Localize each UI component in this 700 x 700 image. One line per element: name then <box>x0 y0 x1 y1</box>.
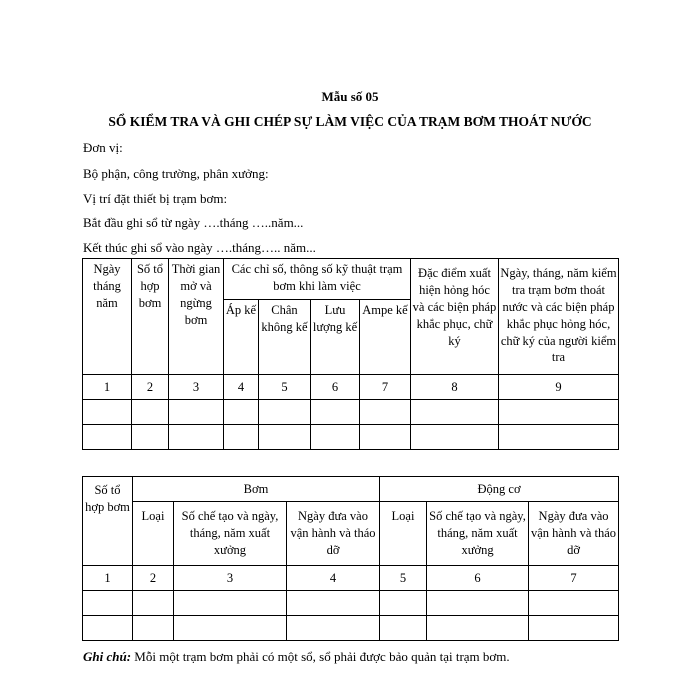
header-pump-number: Số tổ hợp bơm <box>83 477 133 566</box>
info-department: Bộ phận, công trường, phân xưởng: <box>83 166 269 181</box>
column-number: 4 <box>287 566 380 591</box>
header-pump-number: Số tổ hợp bơm <box>132 259 169 375</box>
header-technical-indicators: Các chỉ số, thông số kỹ thuật trạm bơm khi làm việc <box>224 259 411 300</box>
table-cell[interactable] <box>499 425 619 450</box>
table-cell[interactable] <box>83 591 133 616</box>
table-cell[interactable] <box>427 616 529 641</box>
header-inspection: Ngày, tháng, năm kiểm tra trạm bơm thoát nước và các biện pháp khắc phục hỏng hóc, chữ ký của người kiểm tra <box>499 259 619 375</box>
table-cell[interactable] <box>287 616 380 641</box>
column-number: 5 <box>259 375 311 400</box>
header-pump-operation-date: Ngày đưa vào vận hành và tháo dỡ <box>287 502 380 566</box>
table-cell[interactable] <box>174 616 287 641</box>
info-unit: Đơn vị: <box>83 140 123 155</box>
column-number: 3 <box>169 375 224 400</box>
info-location: Vị trí đặt thiết bị trạm bơm: <box>83 191 228 206</box>
table-cell[interactable] <box>83 425 132 450</box>
header-on-off-time: Thời gian mở và ngừng bơm <box>169 259 224 375</box>
table-cell[interactable] <box>360 400 411 425</box>
table-cell[interactable] <box>83 400 132 425</box>
table-cell[interactable] <box>427 591 529 616</box>
table-row <box>83 591 619 616</box>
column-number: 7 <box>529 566 619 591</box>
table-cell[interactable] <box>259 400 311 425</box>
header-motor: Động cơ <box>380 477 619 502</box>
column-number: 8 <box>411 375 499 400</box>
form-number: Mẫu số 05 <box>321 89 379 104</box>
table-cell[interactable] <box>380 616 427 641</box>
header-motor-operation-date: Ngày đưa vào vận hành và tháo dỡ <box>529 502 619 566</box>
column-number: 1 <box>83 375 132 400</box>
info-end-date: Kết thúc ghi sổ vào ngày ….tháng….. năm... <box>83 240 316 255</box>
table-cell[interactable] <box>411 400 499 425</box>
table-cell[interactable] <box>529 616 619 641</box>
table-cell[interactable] <box>529 591 619 616</box>
table-cell[interactable] <box>83 616 133 641</box>
column-number: 3 <box>174 566 287 591</box>
table-row <box>83 400 619 425</box>
pump-equipment-table <box>82 476 619 641</box>
table-cell[interactable] <box>287 591 380 616</box>
table-cell[interactable] <box>311 400 360 425</box>
table-cell[interactable] <box>499 400 619 425</box>
header-pump-type: Loại <box>133 502 174 566</box>
footnote-text: Mỗi một trạm bơm phải có một sổ, sổ phải được bảo quản tại trạm bơm. <box>131 649 510 664</box>
table-cell[interactable] <box>174 591 287 616</box>
column-number: 2 <box>132 375 169 400</box>
table-cell[interactable] <box>133 616 174 641</box>
table-cell[interactable] <box>411 425 499 450</box>
header-flow-meter: Lưu lượng kế <box>311 300 360 375</box>
table-cell[interactable] <box>224 425 259 450</box>
info-start-date: Bắt đầu ghi sổ từ ngày ….tháng …..năm... <box>83 215 304 230</box>
table-cell[interactable] <box>133 591 174 616</box>
table-cell[interactable] <box>132 425 169 450</box>
table-cell[interactable] <box>169 425 224 450</box>
header-pressure-gauge: Áp kế <box>224 300 259 375</box>
table-cell[interactable] <box>259 425 311 450</box>
table-cell[interactable] <box>169 400 224 425</box>
footnote <box>83 649 510 665</box>
header-pump-serial: Số chế tạo và ngày, tháng, năm xuất xưởng <box>174 502 287 566</box>
column-number: 5 <box>380 566 427 591</box>
table-cell[interactable] <box>380 591 427 616</box>
column-number: 7 <box>360 375 411 400</box>
table-cell[interactable] <box>132 400 169 425</box>
document-title: SỔ KIỂM TRA VÀ GHI CHÉP SỰ LÀM VIỆC CỦA TRẠM BƠM THOÁT NƯỚC <box>108 114 592 129</box>
header-pump: Bơm <box>133 477 380 502</box>
table-cell[interactable] <box>224 400 259 425</box>
column-number: 1 <box>83 566 133 591</box>
column-number: 6 <box>311 375 360 400</box>
column-number: 9 <box>499 375 619 400</box>
table-cell[interactable] <box>360 425 411 450</box>
column-number: 6 <box>427 566 529 591</box>
footnote-label: Ghi chú: <box>83 649 132 664</box>
table-cell[interactable] <box>311 425 360 450</box>
header-vacuum-gauge: Chân không kế <box>259 300 311 375</box>
header-motor-type: Loại <box>380 502 427 566</box>
header-date: Ngày tháng năm <box>83 259 132 375</box>
table-row <box>83 616 619 641</box>
pump-operation-log-table <box>82 258 619 450</box>
column-number: 4 <box>224 375 259 400</box>
header-fault-description: Đặc điểm xuất hiện hỏng hóc và các biện pháp khắc phục, chữ ký <box>411 259 499 375</box>
column-number: 2 <box>133 566 174 591</box>
header-ammeter: Ampe kế <box>360 300 411 375</box>
table-row <box>83 425 619 450</box>
header-motor-serial: Số chế tạo và ngày, tháng, năm xuất xưởng <box>427 502 529 566</box>
